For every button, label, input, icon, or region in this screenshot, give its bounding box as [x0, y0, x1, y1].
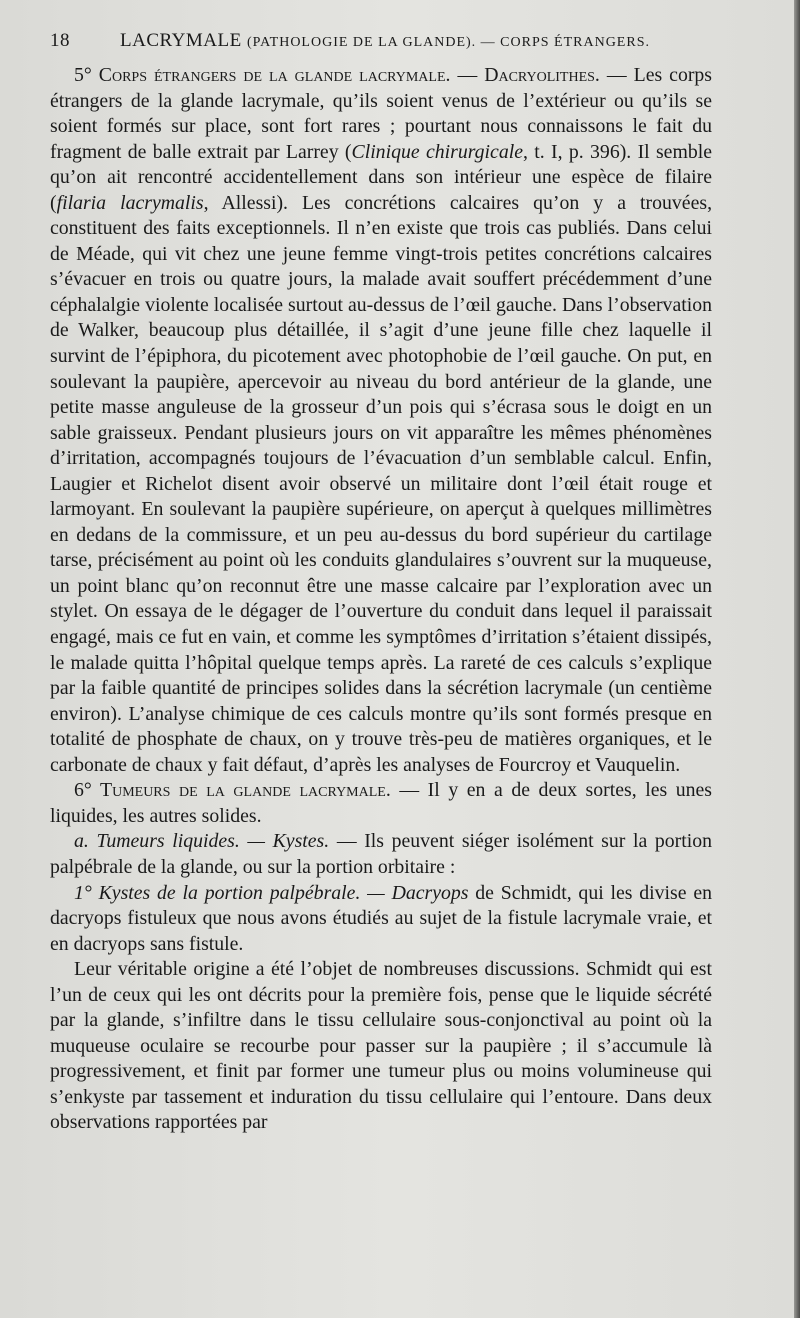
running-title-main: LACRYMALE — [120, 30, 242, 51]
page-edge-shadow — [794, 0, 800, 1318]
paragraph-text: — Il y en a de deux sortes, les unes liquides, les autres solides. — [50, 779, 712, 827]
paragraph-text: — Les corps étrangers de la glande lacrymale, qu’ils soient venus de l’extérieur ou qu’ils se soient formés sur place, sont fort rares ; pourtant nous connaissons le fait du fragment de balle extrait par Larrey ( — [50, 64, 713, 163]
citation-title: Clinique chirurgicale — [351, 140, 524, 163]
paragraph-kystes-palpebrale — [50, 881, 712, 958]
paragraph-text: de Schmidt, qui les divise en dacryops fistuleux que nous avons étudiés au sujet de la fistule lacrymale vraie, et en dacryops sans fistule. — [50, 881, 712, 955]
paragraph-text: , t. I, p. 396). Il semble qu’on ait rencontré accidentellement dans son intérieur une espèce de filaire ( — [50, 140, 712, 214]
running-title-sub: (PATHOLOGIE DE LA GLANDE). — CORPS ÉTRANGERS. — [246, 35, 650, 50]
paragraph-text: , Allessi). Les concrétions calcaires qu’on y a trouvées, constituent des faits exceptionnels. Il n’en existe que trois cas publiés. Dans celui de Méade, qui vit chez une jeune femme vingt-trois petites concrétions calcaires s’évacuer en trois ou quatre jours, la malade avait souffert précédemment d’une céphalalgie violente localisée surtout au-dessus de l’œil gauche. Dans l’observation de Walker, beaucoup plus détaillée, il s’agit d’une jeune fille chez laquelle il survint de l’épiphora, du picotement avec photophobie de l’œil gauche. On put, en soulevant la paupière, apercevoir au niveau du bord antérieur de la glande, une petite masse anguleuse de la grosseur d’un pois qui s’écrasa sous le doigt en un sable graisseux. Pendant plusieurs jours on vit apparaître les mêmes phénomènes d’irritation, accompagnés toujours de l’évacuation d’un semblable calcul. Enfin, Laugier et Richelot disent avoir observé un militaire dont l’œil était rouge et larmoyant. En soulevant la paupière supérieure, on aperçut à quelques millimètres en dedans de la commissure, et un peu au-dessus du bord supérieur du cartilage tarse, précisément au point où les conduits glandulaires s’ouvrent sur la muqueuse, un point blanc qu’on reconnut être une masse calcaire par l’exploration avec un stylet. On essaya de le dégager de l’ouverture du conduit dans lequel il paraissait engagé, mais ce fut en vain, et comme les symptômes d’irritation s’étaient dissipés, le malade quitta l’hôpital quelque temps après. La rareté de ces calculs s’explique par la faible quantité de principes solides dans la sécrétion lacrymale (un centième environ). L’analyse chimique de ces calculs montre qu’ils sont formés presque en totalité de phosphate de chaux, on y trouve très-peu de matières organiques, et le carbonate de chaux y fait défaut, d’après les analyses de Fourcroy et Vauquelin. — [50, 191, 713, 776]
section-heading: 6° Tumeurs de la glande lacrymale. — [74, 779, 391, 802]
paragraph-origine — [50, 957, 712, 1136]
subsection-heading: 1° Kystes de la portion palpébrale. — Dacryops — [74, 881, 469, 904]
page-number: 18 — [50, 30, 70, 51]
section-heading: 5° Corps étrangers de la glande lacrymale. — Dacryolithes. — [74, 64, 600, 86]
body-text — [50, 63, 712, 1136]
running-header — [50, 30, 712, 58]
paragraph-text: Leur véritable origine a été l’objet de nombreuses discussions. Schmidt qui est l’un de ceux qui les ont décrits pour la première fois, pense que le liquide sécrété par la glande, s’infiltre dans le tissu cellulaire sous-conjonctival au point où la muqueuse oculaire se recourbe pour passer sur la paupière ; il s’accumule là progressivement, et finit par former une tumeur plus ou moins volumineuse qui s’enkyste par tassement et induration du tissu cellulaire qui l’entoure. Dans deux observations rapportées par — [50, 958, 712, 1134]
species-name: filaria lacrymalis — [56, 191, 204, 214]
running-title — [120, 30, 712, 52]
paragraph-tumeurs-liquides — [50, 829, 712, 880]
subsection-heading: a. Tumeurs liquides. — Kystes. — [74, 830, 330, 853]
paragraph-text: — Ils peuvent siéger isolément sur la portion palpébrale de la glande, ou sur la portion orbitaire : — [50, 830, 712, 878]
paragraph-tumeurs — [50, 778, 712, 829]
paragraph-corps-etrangers — [50, 63, 712, 778]
